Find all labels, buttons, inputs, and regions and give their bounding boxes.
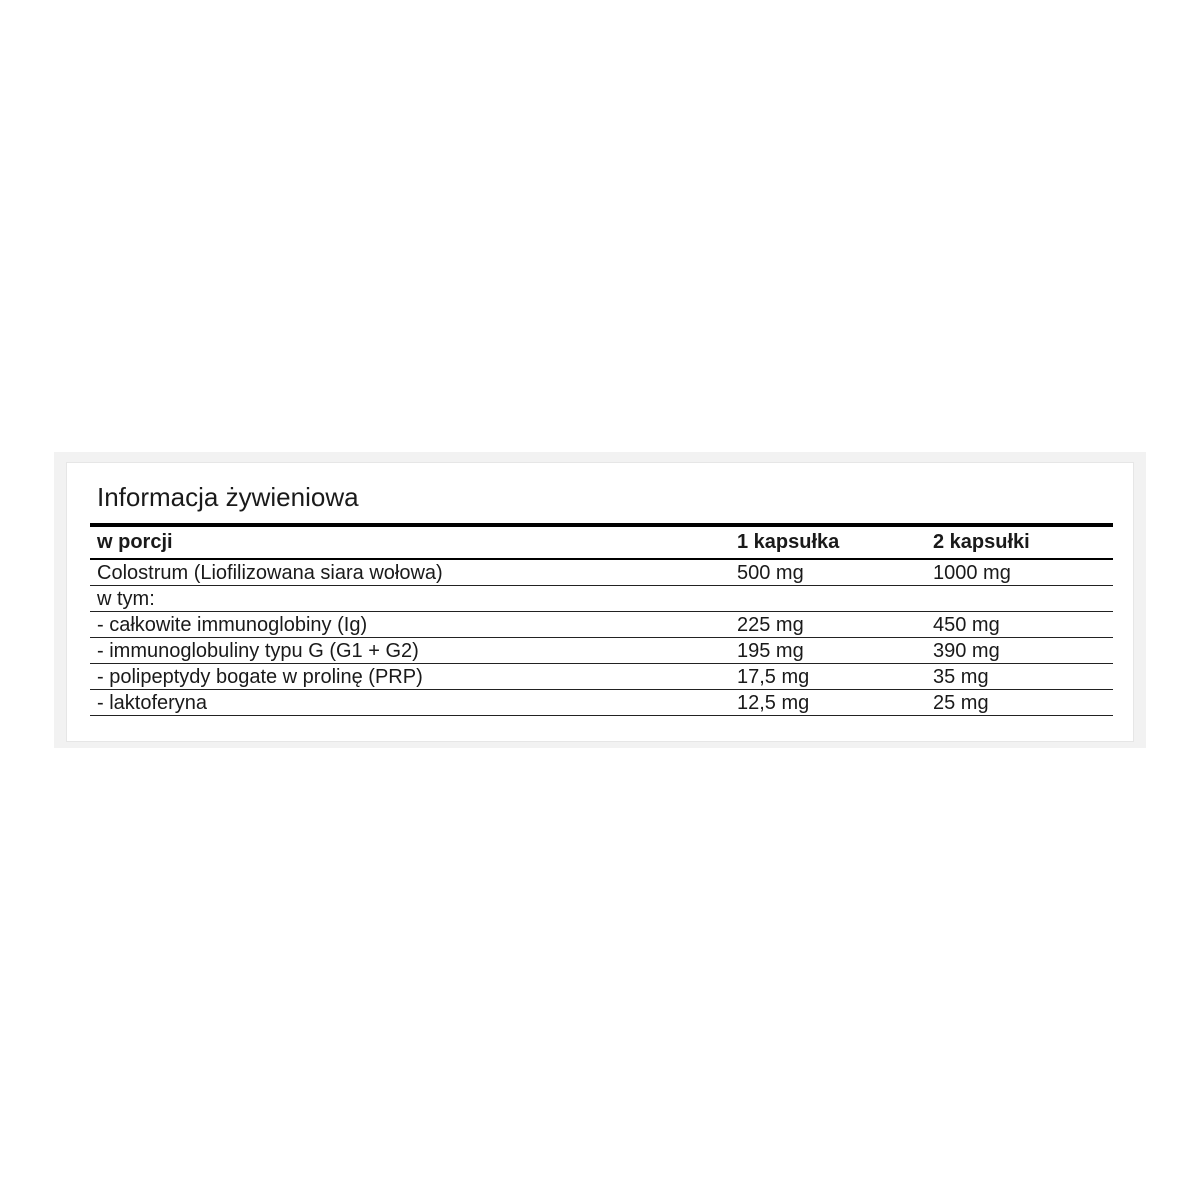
header-one-capsule: 1 kapsułka [737,531,840,553]
row-one-capsule-value [730,586,926,612]
table-row [90,586,1113,612]
row-ingredient: - polipeptydy bogate w prolinę (PRP) [97,666,423,688]
row-ingredient: - immunoglobuliny typu G (G1 + G2) [97,640,419,662]
table-row [90,612,1113,638]
row-two-capsules-value: 35 mg [933,666,989,688]
table-row [90,664,1113,690]
row-one-capsule-value: 225 mg [737,614,804,636]
row-two-capsules-value: 450 mg [933,614,1000,636]
nutrition-panel [66,462,1134,742]
header-serving: w porcji [97,531,173,553]
row-ingredient: w tym: [97,588,155,610]
table-header-row [90,525,1113,559]
row-ingredient: - całkowite immunoglobiny (Ig) [97,614,368,636]
nutrition-panel-frame [54,452,1146,748]
header-two-capsules: 2 kapsułki [933,531,1030,553]
row-two-capsules-value [926,586,1113,612]
row-two-capsules-value: 390 mg [933,640,1000,662]
panel-title: Informacja żywieniowa [97,482,359,512]
row-ingredient: Colostrum (Liofilizowana siara wołowa) [97,562,443,584]
nutrition-table [90,523,1113,716]
table-row [90,690,1113,716]
row-one-capsule-value: 500 mg [737,562,804,584]
table-row [90,638,1113,664]
table-row [90,559,1113,586]
row-one-capsule-value: 195 mg [737,640,804,662]
row-two-capsules-value: 25 mg [933,692,989,714]
row-one-capsule-value: 12,5 mg [737,692,810,714]
row-ingredient: - laktoferyna [97,692,208,714]
row-one-capsule-value: 17,5 mg [737,666,810,688]
row-two-capsules-value: 1000 mg [933,562,1011,584]
